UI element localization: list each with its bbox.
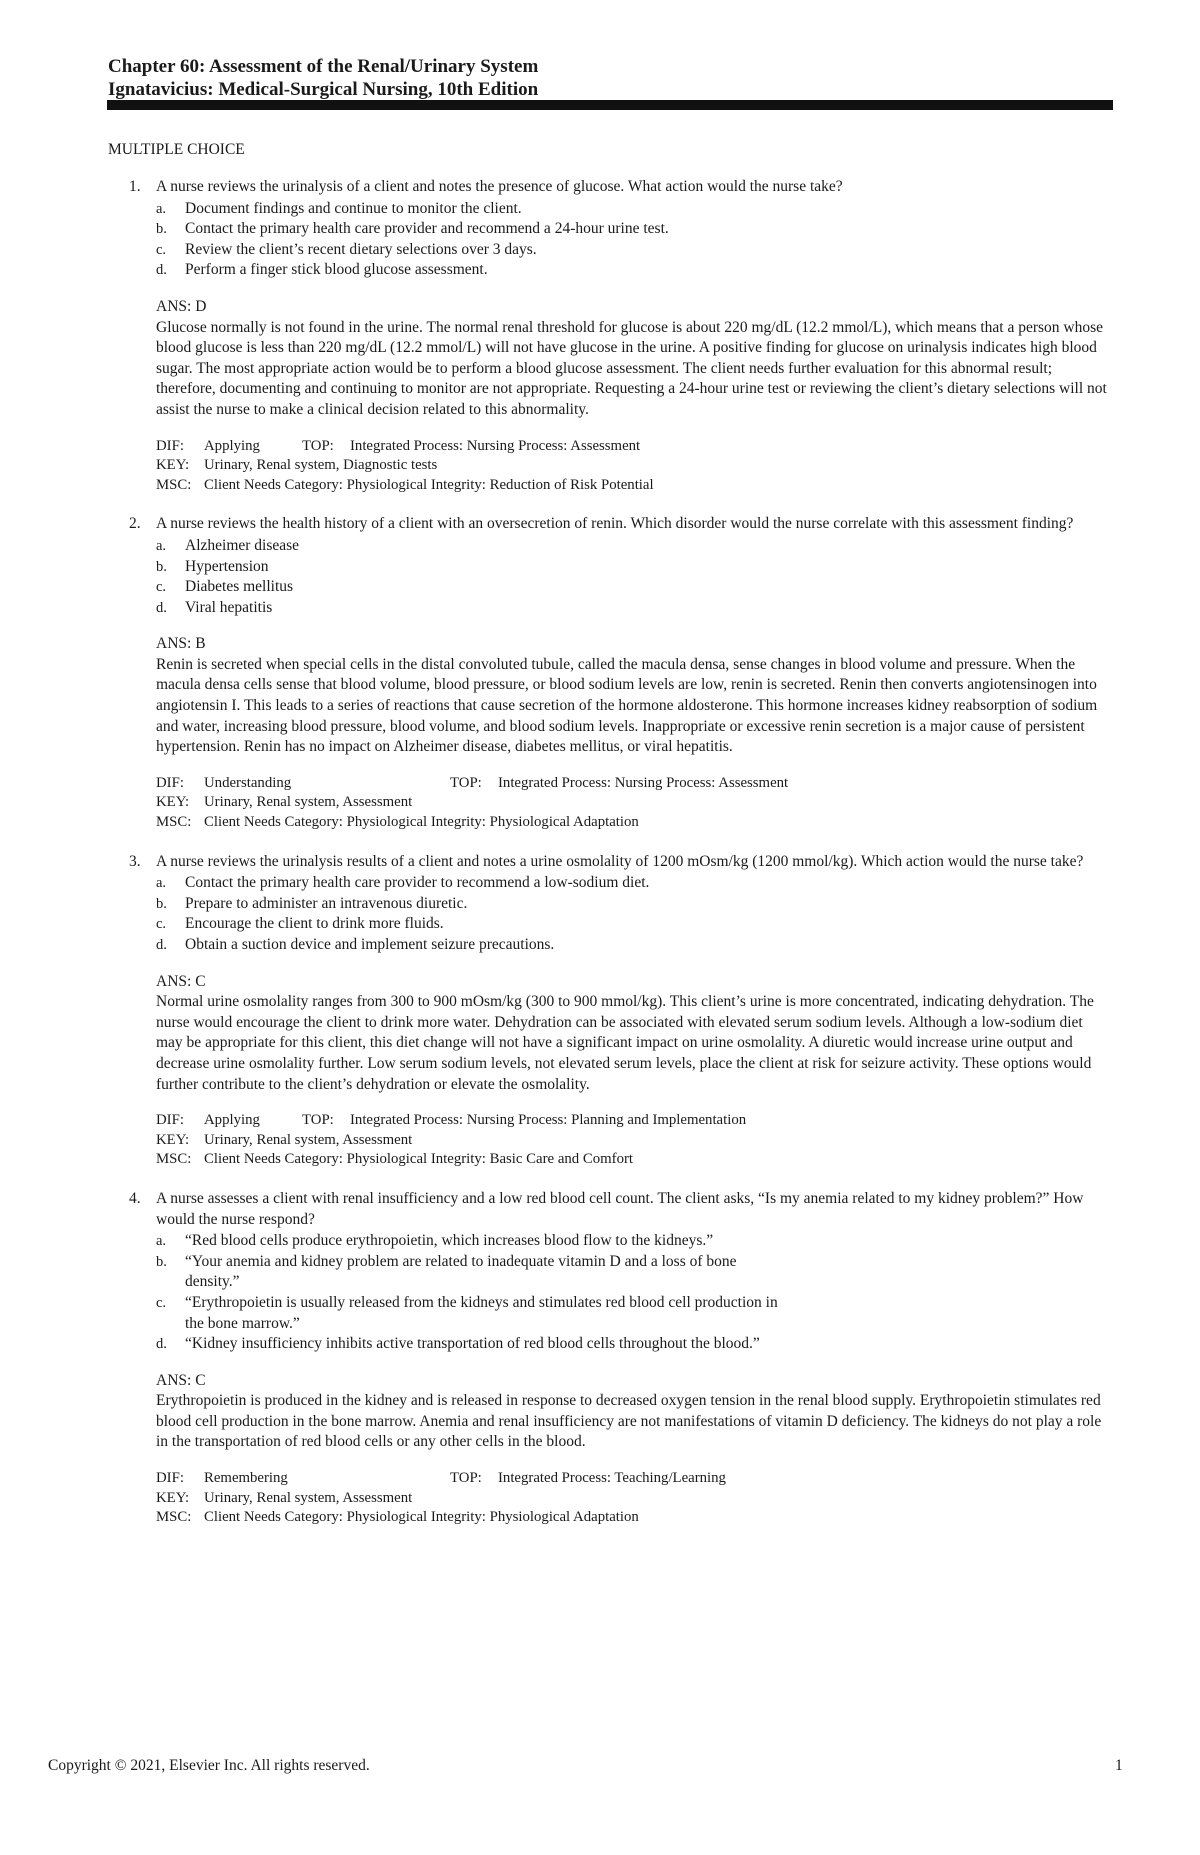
difficulty-value: Remembering xyxy=(204,1470,288,1487)
option-letter: a. xyxy=(156,200,167,217)
question-metadata xyxy=(156,774,1109,833)
section-title: MULTIPLE CHOICE xyxy=(108,141,245,158)
option-text: “Kidney insufficiency inhibits active transportation of red blood cells throughout the blood.” xyxy=(185,1335,760,1353)
option-text: Alzheimer disease xyxy=(185,536,300,554)
msc-row xyxy=(156,1508,1109,1528)
option-text: “Your anemia and kidney problem are related to inadequate vitamin D and a loss of bone density.” xyxy=(185,1252,737,1291)
option-letter: c. xyxy=(156,916,167,933)
question-4 xyxy=(129,1189,1109,1528)
dif-label: DIF: xyxy=(156,1112,184,1129)
option-letter: a. xyxy=(156,1233,167,1250)
answer-key: ANS: C xyxy=(156,1371,206,1389)
option-b xyxy=(156,557,1109,578)
book-title: Ignatavicius: Medical-Surgical Nursing, 10th Edition xyxy=(108,79,539,100)
question-number: 2. xyxy=(129,515,141,533)
option-letter: b. xyxy=(156,221,167,238)
option-text: Encourage the client to drink more fluids. xyxy=(185,915,444,933)
option-letter: d. xyxy=(156,937,167,953)
question-metadata xyxy=(156,437,1109,496)
key-value: Urinary, Renal system, Assessment xyxy=(204,794,413,811)
page-number: 1 xyxy=(1115,1757,1123,1774)
option-letter: c. xyxy=(156,579,167,596)
question-3 xyxy=(129,852,1109,1170)
option-c xyxy=(156,1293,1109,1334)
dif-label: DIF: xyxy=(156,437,184,454)
option-a xyxy=(156,873,1109,894)
answer-options xyxy=(156,199,1109,281)
msc-row xyxy=(156,813,1109,833)
option-text: “Red blood cells produce erythropoietin, which increases blood flow to the kidneys.” xyxy=(185,1232,714,1250)
msc-label: MSC: xyxy=(156,1509,192,1526)
option-text: Hypertension xyxy=(185,557,269,575)
top-label: TOP: xyxy=(302,1112,334,1129)
key-row xyxy=(156,1489,1109,1509)
msc-value: Client Needs Category: Physiological Integrity: Physiological Adaptation xyxy=(204,814,639,831)
answer-key: ANS: C xyxy=(156,972,206,990)
rationale-text: Erythropoietin is produced in the kidney and is released in response to decreased oxygen tension in the renal blood supply. Erythropoietin stimulates red blood cell production in the bone marrow. Anemia and renal insufficiency are not manifestations of vitamin D deficiency. The kidneys do not play a role in the transportation of red blood cells or any other cells in the blood. xyxy=(156,1392,1102,1451)
option-letter: d. xyxy=(156,599,167,616)
question-stem xyxy=(129,514,1109,535)
msc-value: Client Needs Category: Physiological Integrity: Physiological Adaptation xyxy=(204,1509,639,1526)
top-label: TOP: xyxy=(302,437,334,454)
option-a xyxy=(156,199,1109,220)
question-stem xyxy=(129,177,1109,198)
dif-top-row xyxy=(156,437,1109,457)
question-number: 4. xyxy=(129,1189,141,1207)
option-letter: c. xyxy=(156,241,167,258)
msc-row xyxy=(156,476,1109,496)
option-c xyxy=(156,240,1109,261)
option-text: Document findings and continue to monitor the client. xyxy=(185,199,522,217)
option-letter: b. xyxy=(156,895,167,912)
option-text: Review the client’s recent dietary selections over 3 days. xyxy=(185,240,537,258)
msc-label: MSC: xyxy=(156,814,192,831)
difficulty-value: Understanding xyxy=(204,774,292,791)
key-row xyxy=(156,793,1109,813)
key-row xyxy=(156,456,1109,476)
question-stem xyxy=(129,1189,1109,1230)
dif-label: DIF: xyxy=(156,774,184,791)
msc-value: Client Needs Category: Physiological Integrity: Reduction of Risk Potential xyxy=(204,476,654,493)
dif-top-row xyxy=(156,1111,1109,1131)
option-letter: d. xyxy=(156,1336,167,1353)
key-value: Urinary, Renal system, Diagnostic tests xyxy=(204,457,438,474)
top-label: TOP: xyxy=(450,1470,482,1487)
question-number: 1. xyxy=(129,178,141,195)
question-number: 3. xyxy=(129,852,141,870)
option-b xyxy=(156,1252,1109,1293)
copyright-notice: Copyright © 2021, Elsevier Inc. All rights reserved. xyxy=(48,1757,370,1774)
option-text: Contact the primary health care provider to recommend a low-sodium diet. xyxy=(185,874,650,892)
question-text: A nurse reviews the urinalysis results of a client and notes a urine osmolality of 1200 mOsm/kg (1200 mmol/kg). Which action would the nurse take? xyxy=(156,852,1084,870)
option-text: Prepare to administer an intravenous diuretic. xyxy=(185,894,468,912)
msc-row xyxy=(156,1150,1109,1170)
option-c xyxy=(156,577,1109,598)
key-value: Urinary, Renal system, Assessment xyxy=(204,1131,413,1148)
msc-label: MSC: xyxy=(156,476,192,493)
key-label: KEY: xyxy=(156,457,190,474)
topic-value: Integrated Process: Nursing Process: Assessment xyxy=(350,437,641,454)
option-a xyxy=(156,1231,1109,1252)
option-text: Diabetes mellitus xyxy=(185,578,294,596)
difficulty-value: Applying xyxy=(204,437,260,454)
header-rule xyxy=(107,100,1113,110)
question-1 xyxy=(129,177,1109,495)
question-metadata xyxy=(156,1111,1109,1170)
answer-options xyxy=(156,873,1109,955)
chapter-title: Chapter 60: Assessment of the Renal/Urinary System xyxy=(108,56,539,77)
key-label: KEY: xyxy=(156,1489,190,1506)
dif-top-row xyxy=(156,774,1109,794)
question-text: A nurse assesses a client with renal insufficiency and a low red blood cell count. The client asks, “Is my anemia related to my kidney problem?” How would the nurse respond? xyxy=(156,1189,1084,1228)
option-b xyxy=(156,219,1109,240)
option-letter: c. xyxy=(156,1294,167,1311)
question-stem xyxy=(129,852,1109,873)
topic-value: Integrated Process: Nursing Process: Assessment xyxy=(498,774,789,791)
option-letter: b. xyxy=(156,558,167,575)
option-letter: d. xyxy=(156,262,167,279)
answer-key: ANS: D xyxy=(156,297,207,315)
option-d xyxy=(156,598,1109,619)
rationale-text: Glucose normally is not found in the urine. The normal renal threshold for glucose is about 220 mg/dL (12.2 mmol/L), which means that a person whose blood glucose is less than 220 mg/dL (12.2 mmol/L) will not have glucose in the urine. A positive finding for glucose on urinalysis indicates high blood sugar. The most appropriate action would be to perform a blood glucose assessment. The client needs further evaluation for this abnormal result; therefore, documenting and continuing to monitor are not appropriate. Requesting a 24-hour urine test or reviewing the client’s dietary selections will not assist the nurse to make a clinical decision related to this abnormality. xyxy=(156,318,1107,418)
key-row xyxy=(156,1131,1109,1151)
key-label: KEY: xyxy=(156,1131,190,1148)
answer-key: ANS: B xyxy=(156,635,206,653)
option-d xyxy=(156,260,1109,281)
page-header xyxy=(108,55,538,101)
question-text: A nurse reviews the health history of a client with an oversecretion of renin. Which disorder would the nurse correlate with this assessment finding? xyxy=(156,515,1074,533)
top-label: TOP: xyxy=(450,774,482,791)
topic-value: Integrated Process: Nursing Process: Planning and Implementation xyxy=(350,1112,747,1129)
option-text: Obtain a suction device and implement seizure precautions. xyxy=(185,936,555,953)
topic-value: Integrated Process: Teaching/Learning xyxy=(498,1470,726,1487)
option-text: “Erythropoietin is usually released from the kidneys and stimulates red blood cell production in the bone marrow.” xyxy=(185,1293,778,1332)
msc-value: Client Needs Category: Physiological Integrity: Basic Care and Comfort xyxy=(204,1151,634,1168)
answer-options xyxy=(156,1231,1109,1355)
option-letter: b. xyxy=(156,1253,167,1270)
msc-label: MSC: xyxy=(156,1151,192,1168)
option-text: Contact the primary health care provider and recommend a 24-hour urine test. xyxy=(185,220,669,238)
option-d xyxy=(156,1334,1109,1355)
rationale-text: Renin is secreted when special cells in the distal convoluted tubule, called the macula densa, sense changes in blood volume and pressure. When the macula densa cells sense that blood volume, blood pressure, or blood sodium levels are low, renin is secreted. Renin then converts angiotensinogen into angiotensin I. This leads to a series of reactions that cause secretion of the hormone aldosterone. This hormone increases kidney reabsorption of sodium and water, increasing blood pressure, blood volume, and blood sodium levels. Inappropriate or excessive renin secretion is a major cause of persistent hypertension. Renin has no impact on Alzheimer disease, diabetes mellitus, or viral hepatitis. xyxy=(156,655,1098,756)
answer-options xyxy=(156,536,1109,618)
question-2 xyxy=(129,514,1109,832)
option-b xyxy=(156,894,1109,915)
question-metadata xyxy=(156,1469,1109,1528)
difficulty-value: Applying xyxy=(204,1112,260,1129)
option-a xyxy=(156,536,1109,557)
key-label: KEY: xyxy=(156,794,190,811)
option-d xyxy=(156,935,1109,956)
rationale-text: Normal urine osmolality ranges from 300 to 900 mOsm/kg (300 to 900 mmol/kg). This client’s urine is more concentrated, indicating dehydration. The nurse would encourage the client to drink more water. Dehydration can be associated with elevated serum sodium levels. Although a low-sodium diet may be appropriate for this client, this diet change will not have a significant impact on urine osmolality. A diuretic would increase urine output and decrease urine osmolality further. Low serum sodium levels, not elevated serum levels, place the client at risk for seizure activity. These options would further contribute to the client’s dehydration or elevate the osmolality. xyxy=(156,993,1094,1093)
dif-label: DIF: xyxy=(156,1470,184,1487)
option-text: Viral hepatitis xyxy=(185,598,273,616)
option-text: Perform a finger stick blood glucose assessment. xyxy=(185,261,488,279)
question-text: A nurse reviews the urinalysis of a client and notes the presence of glucose. What action would the nurse take? xyxy=(156,178,843,195)
questions-list xyxy=(129,177,1109,1547)
option-letter: a. xyxy=(156,537,167,554)
option-letter: a. xyxy=(156,875,167,892)
dif-top-row xyxy=(156,1469,1109,1489)
key-value: Urinary, Renal system, Assessment xyxy=(204,1489,413,1506)
option-c xyxy=(156,914,1109,935)
